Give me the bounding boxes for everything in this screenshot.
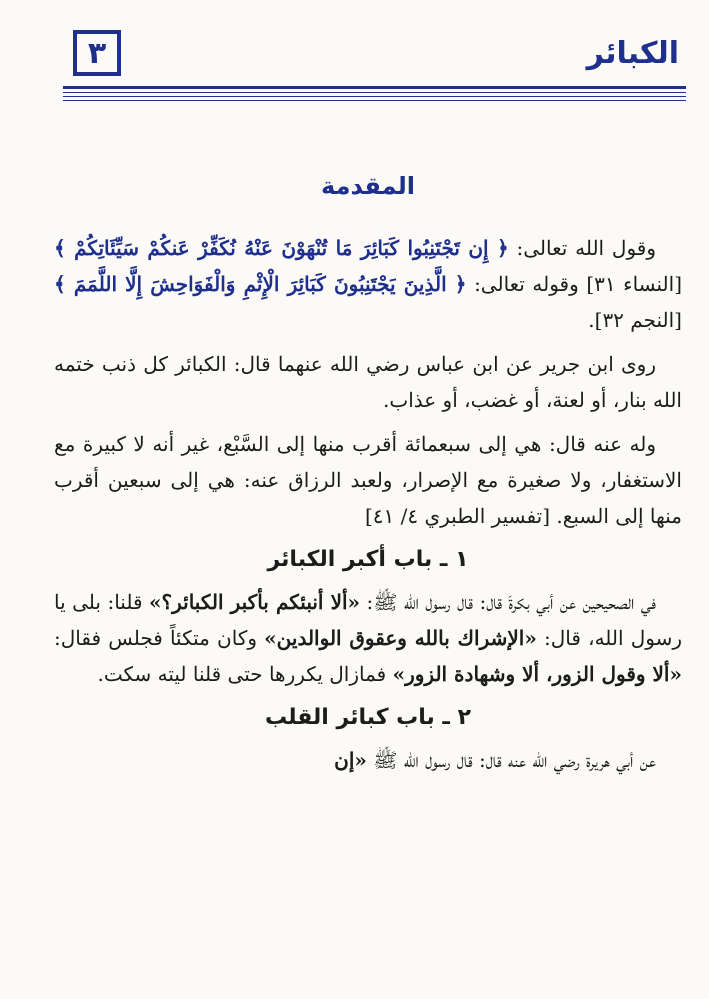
- page-header: [0, 0, 709, 112]
- intro-title: المقدمة: [321, 172, 415, 200]
- section-2-heading: ٢ ـ باب كبائر القلب: [264, 705, 472, 730]
- intro-mid: وقوله تعالى:: [474, 272, 579, 296]
- s2-text-1: عن أبي هريرة رضي الله عنه قال: قال رسول الله ﷺ: [373, 748, 656, 772]
- header-rule-thick: [63, 86, 686, 89]
- s1-text-1: في الصحيحين عن أبي بكرةَ قال: قال رسول الله ﷺ:: [366, 590, 657, 614]
- intro-paragraph-2: روى ابن جرير عن ابن عباس رضي الله عنهما قال: الكبائر كل ذنب ختمه الله بنار، أو لعنة، أو غضب، أو عذاب.: [54, 352, 682, 412]
- quran-verse-1: ﴿ إِن تَجْتَنِبُوا كَبَائِرَ مَا تُنْهَوْنَ عَنْهُ نُكَفِّرْ عَنكُمْ سَيِّئَاتِكُمْ ﴾: [54, 236, 509, 260]
- header-rule-thin-2: [63, 96, 686, 97]
- s1-text-4: فمازال يكررها حتى قلنا ليته سكت.: [97, 662, 387, 686]
- s1-text-3: وكان متكئاً فجلس فقال:: [54, 626, 257, 650]
- s2-hadith-1: «إن: [334, 748, 367, 772]
- s1-hadith-1: «ألا أنبئكم بأكبر الكبائر؟»: [149, 590, 361, 614]
- header-rule-thin-1: [63, 92, 686, 93]
- intro-paragraph-3: وله عنه قال: هي إلى سبعمائة أقرب منها إلى السَّبْع، غير أنه لا كبيرة مع الاستغفار، ولا صغيرة مع الإصرار، ولعبد الرزاق عنه: هي إلى سبعين أقرب منها إلى السبع. [تفسير الطبري ٤/ ٤١]: [54, 432, 682, 528]
- header-rule-thin-3: [63, 100, 686, 101]
- page-number-box: ٣: [73, 30, 121, 76]
- quran-verse-2: ﴿ الَّذِينَ يَجْتَنِبُونَ كَبَائِرَ الْإِثْمِ وَالْفَوَاحِشَ إِلَّا اللَّمَمَ ﴾: [54, 272, 467, 296]
- verse-ref-1: [النساء ٣١]: [586, 272, 682, 296]
- s1-hadith-3: «ألا وقول الزور، ألا وشهادة الزور»: [392, 662, 682, 686]
- intro-lead: وقول الله تعالى:: [516, 236, 656, 260]
- section-1-paragraph: [54, 584, 682, 692]
- section-1-heading: ١ ـ باب أكبر الكبائر: [267, 547, 469, 572]
- verse-ref-2: [النجم ٣٢].: [588, 308, 682, 332]
- running-title: الكبائر: [586, 36, 679, 71]
- page-body: [54, 160, 682, 786]
- s1-hadith-2: «الإشراك بالله وعقوق الوالدين»: [264, 626, 537, 650]
- s1-text-2: قلنا: بلى يا رسول الله، قال:: [54, 590, 683, 650]
- section-2-paragraph: [54, 742, 682, 778]
- intro-paragraph-1: [54, 230, 682, 338]
